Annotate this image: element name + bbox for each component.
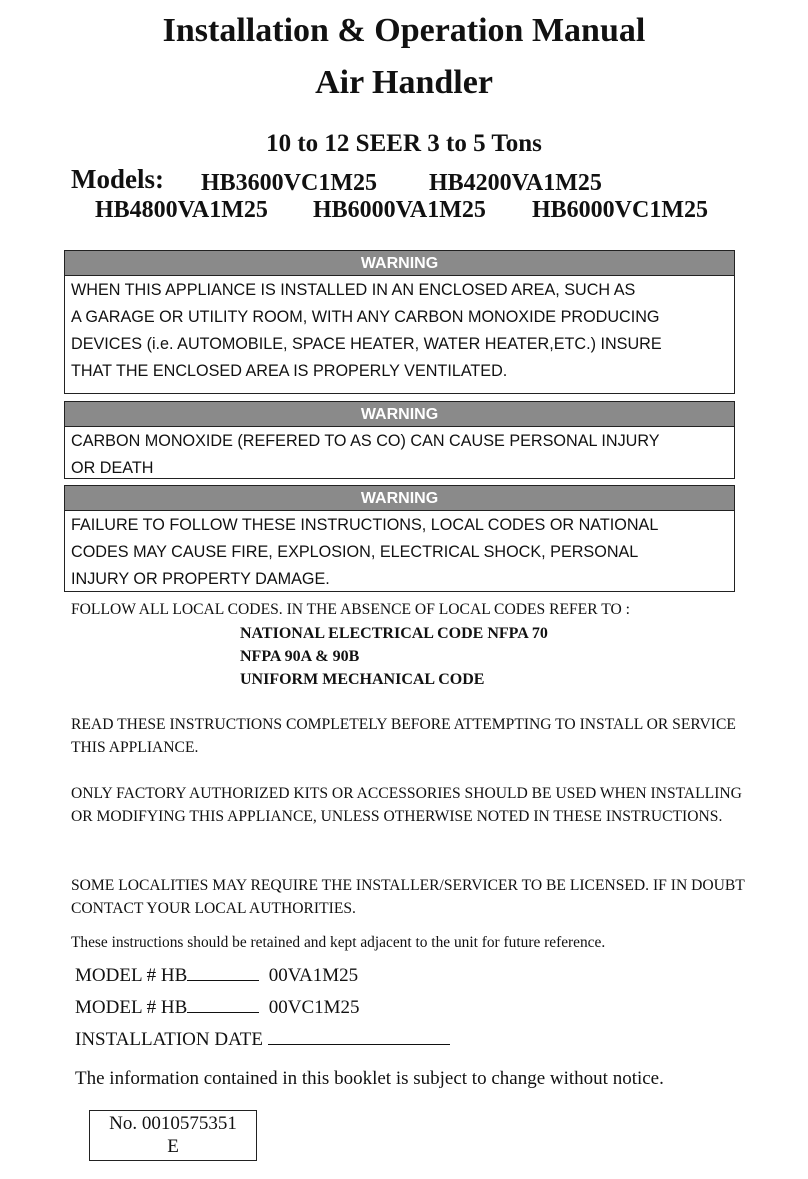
warning-text-line: CODES MAY CAUSE FIRE, EXPLOSION, ELECTRICAL SHOCK, PERSONAL — [71, 543, 639, 561]
model-blank-line — [187, 979, 259, 981]
document-number: No. 0010575351 — [109, 1113, 237, 1134]
model-number: HB4800VA1M25 — [95, 197, 268, 223]
code-reference: NFPA 90A & 90B — [240, 648, 360, 665]
installation-date-blank-line — [268, 1043, 450, 1045]
installation-date-form-line — [75, 1029, 450, 1051]
installation-date-label: INSTALLATION DATE — [75, 1029, 263, 1050]
factory-kits-paragraph: ONLY FACTORY AUTHORIZED KITS OR ACCESSORIES SHOULD BE USED WHEN INSTALLING OR MODIFYING THIS APPLIANCE, UNLESS OTHERWISE NOTED IN THESE INSTRUCTIONS. — [71, 785, 742, 825]
warning-heading: WARNING — [65, 486, 734, 511]
warning-text-line: OR DEATH — [71, 459, 154, 477]
warning-text-line: A GARAGE OR UTILITY ROOM, WITH ANY CARBON MONOXIDE PRODUCING — [71, 308, 660, 326]
warning-heading: WARNING — [65, 402, 734, 427]
warning-box-failure-to-follow — [64, 485, 735, 592]
model-number: HB3600VC1M25 — [201, 170, 377, 196]
read-instructions-paragraph: READ THESE INSTRUCTIONS COMPLETELY BEFORE ATTEMPTING TO INSTALL OR SERVICE THIS APPLIANCE. — [71, 716, 736, 756]
models-label: Models: — [71, 164, 164, 194]
change-notice: The information contained in this booklet is subject to change without notice. — [75, 1068, 664, 1089]
model-number: HB4200VA1M25 — [429, 170, 602, 196]
model-label: MODEL # HB — [75, 997, 188, 1018]
document-number-box — [89, 1110, 257, 1161]
model-suffix: 00VA1M25 — [268, 965, 359, 986]
model-va-form-line — [75, 965, 358, 987]
warning-text-line: WHEN THIS APPLIANCE IS INSTALLED IN AN ENCLOSED AREA, SUCH AS — [71, 281, 636, 299]
retain-instructions-note: These instructions should be retained and kept adjacent to the unit for future reference. — [71, 934, 606, 951]
code-reference: UNIFORM MECHANICAL CODE — [240, 671, 485, 688]
model-blank-line — [187, 1011, 259, 1013]
seer-tonnage-line: 10 to 12 SEER 3 to 5 Tons — [266, 130, 542, 157]
warning-text-line: CARBON MONOXIDE (REFERED TO AS CO) CAN CAUSE PERSONAL INJURY — [71, 432, 660, 450]
model-suffix: 00VC1M25 — [268, 997, 360, 1018]
warning-text-line: INJURY OR PROPERTY DAMAGE. — [71, 570, 330, 588]
warning-box-carbon-monoxide-ventilation — [64, 250, 735, 394]
document-revision: E — [167, 1136, 179, 1157]
page-subtitle-air-handler: Air Handler — [315, 64, 493, 101]
warning-text-line: THAT THE ENCLOSED AREA IS PROPERLY VENTILATED. — [71, 362, 508, 380]
model-label: MODEL # HB — [75, 965, 188, 986]
model-number: HB6000VA1M25 — [313, 197, 486, 223]
warning-text-line: FAILURE TO FOLLOW THESE INSTRUCTIONS, LOCAL CODES OR NATIONAL — [71, 516, 659, 534]
licensing-paragraph: SOME LOCALITIES MAY REQUIRE THE INSTALLER/SERVICER TO BE LICENSED. IF IN DOUBT CONTACT YOUR LOCAL AUTHORITIES. — [71, 877, 745, 917]
warning-box-co-injury — [64, 401, 735, 479]
code-reference: NATIONAL ELECTRICAL CODE NFPA 70 — [240, 625, 548, 642]
page-title: Installation & Operation Manual — [162, 12, 646, 49]
warning-heading: WARNING — [65, 251, 734, 276]
model-vc-form-line — [75, 997, 360, 1019]
codes-intro: FOLLOW ALL LOCAL CODES. IN THE ABSENCE OF LOCAL CODES REFER TO : — [71, 601, 630, 618]
warning-text-line: DEVICES (i.e. AUTOMOBILE, SPACE HEATER, WATER HEATER,ETC.) INSURE — [71, 335, 662, 353]
model-number: HB6000VC1M25 — [532, 197, 708, 223]
